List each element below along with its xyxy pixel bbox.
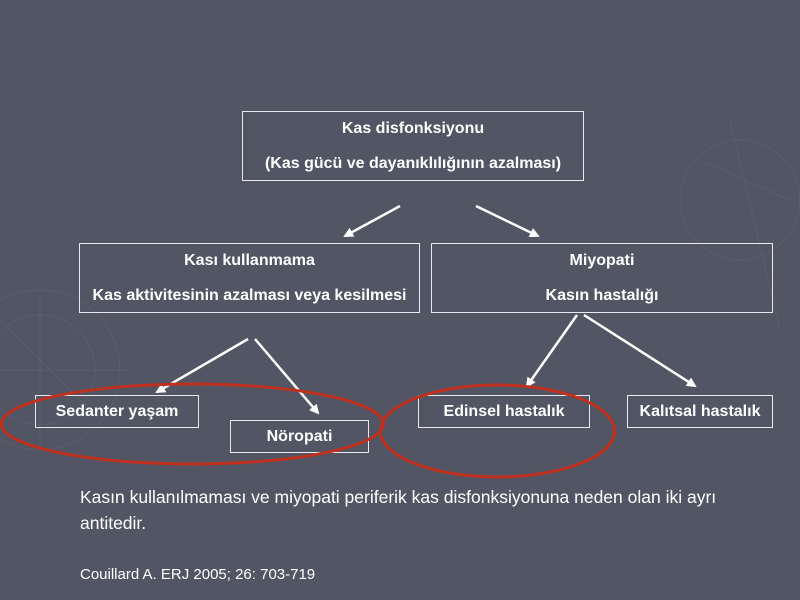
acquired-disease-box: Edinsel hastalık — [418, 395, 590, 428]
neuropathy-box: Nöropati — [230, 420, 369, 453]
myopathy-subtitle: Kasın hastalığı — [545, 287, 659, 304]
sedentary-life-box: Sedanter yaşam — [35, 395, 199, 428]
citation-text: Couillard A. ERJ 2005; 26: 703-719 — [80, 566, 316, 583]
muscle-dysfunction-box — [242, 111, 584, 181]
muscle-dysfunction-title: Kas disfonksiyonu — [341, 120, 485, 137]
inherited-disease-box: Kalıtsal hastalık — [627, 395, 773, 428]
disuse-title: Kası kullanmama — [184, 252, 315, 269]
disuse-subtitle: Kas aktivitesinin azalması veya kesilmesi — [92, 287, 407, 304]
myopathy-box — [431, 243, 773, 313]
myopathy-title: Miyopati — [569, 252, 635, 269]
disuse-box — [79, 243, 420, 313]
muscle-dysfunction-subtitle: (Kas gücü ve dayanıklılığının azalması) — [264, 155, 562, 172]
caption-text: Kasın kullanılmaması ve miyopati periferik kas disfonksiyonuna neden olan iki ayrı antitedir. — [80, 487, 717, 533]
